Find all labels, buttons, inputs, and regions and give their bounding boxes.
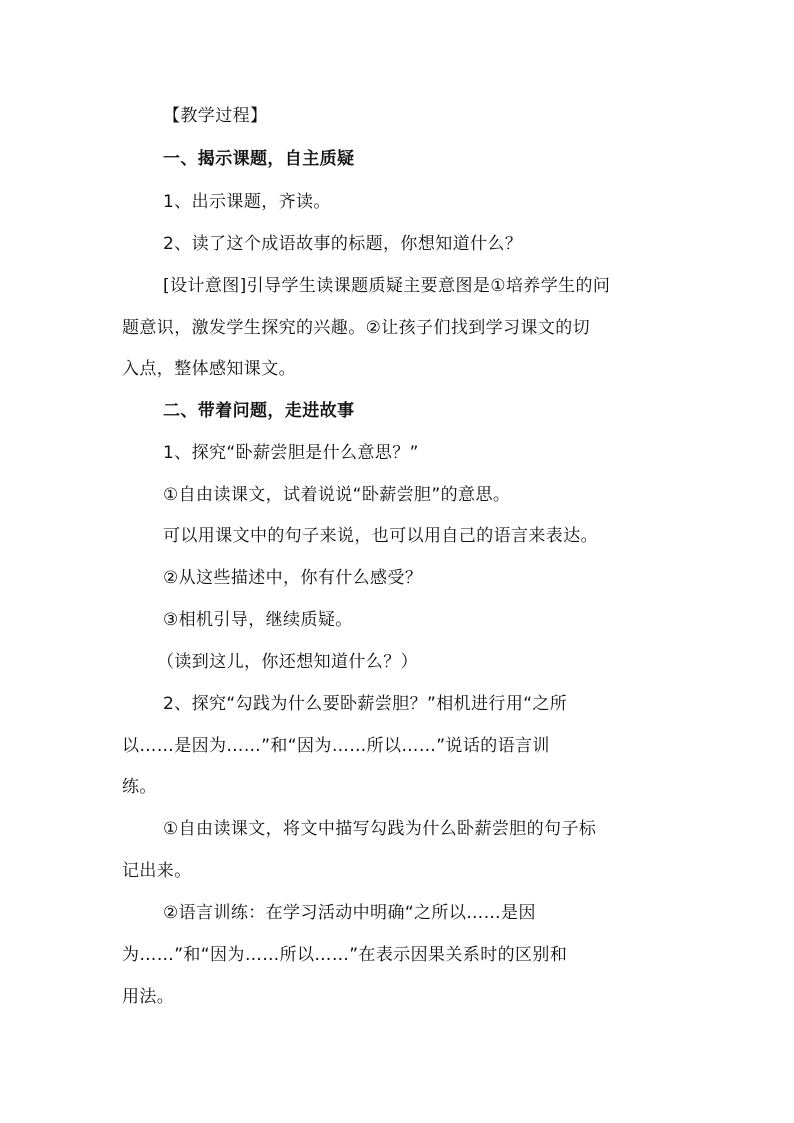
section2-item1-sub3: ③相机引导，继续质疑。 xyxy=(163,610,353,630)
section1-title: 一、揭示课题，自主质疑 xyxy=(163,149,355,169)
section2-item1-note: 可以用课文中的句子来说，也可以用自己的语言来表达。 xyxy=(163,526,598,546)
section2-item2-line-2: 以……是因为……”和“因为……所以……”说话的语言训 xyxy=(122,736,550,756)
section2-item2-line-3: 练。 xyxy=(122,777,157,797)
section2-item2-sub2-line-1: ②语言训练：在学习活动中明确“之所以……是因 xyxy=(163,903,536,923)
section2-item1-prompt: （读到这儿，你还想知道什么？） xyxy=(157,652,418,672)
section2-title: 二、带着问题，走进故事 xyxy=(163,401,355,421)
section2-item1: 1、探究“卧薪尝胆是什么意思？” xyxy=(163,443,419,463)
section2-item2-sub2-line-2: 为……”和“因为……所以……”在表示因果关系时的区别和 xyxy=(122,945,568,965)
design-intent-line-1: [设计意图]引导学生读课题质疑主要意图是①培养学生的问 xyxy=(163,276,611,296)
design-intent-line-3: 入点，整体感知课文。 xyxy=(122,359,296,379)
section2-item1-sub1: ①自由读课文，试着说说“卧薪尝胆”的意思。 xyxy=(163,485,511,505)
section2-item1-sub2: ②从这些描述中，你有什么感受？ xyxy=(163,568,423,588)
section1-item2: 2、读了这个成语故事的标题，你想知道什么？ xyxy=(163,234,523,254)
section2-item2-sub1-line-1: ①自由读课文，将文中描写勾践为什么卧薪尝胆的句子标 xyxy=(163,819,597,839)
section1-item1: 1、出示课题，齐读。 xyxy=(163,192,331,212)
section-heading: 【教学过程】 xyxy=(163,106,268,126)
section2-item2-line-1: 2、探究“勾践为什么要卧薪尝胆？”相机进行用“之所 xyxy=(163,694,568,714)
design-intent-line-2: 题意识，激发学生探究的兴趣。②让孩子们找到学习课文的切 xyxy=(122,318,591,338)
section2-item2-sub1-line-2: 记出来。 xyxy=(122,861,192,881)
section2-item2-sub2-line-3: 用法。 xyxy=(122,987,175,1007)
